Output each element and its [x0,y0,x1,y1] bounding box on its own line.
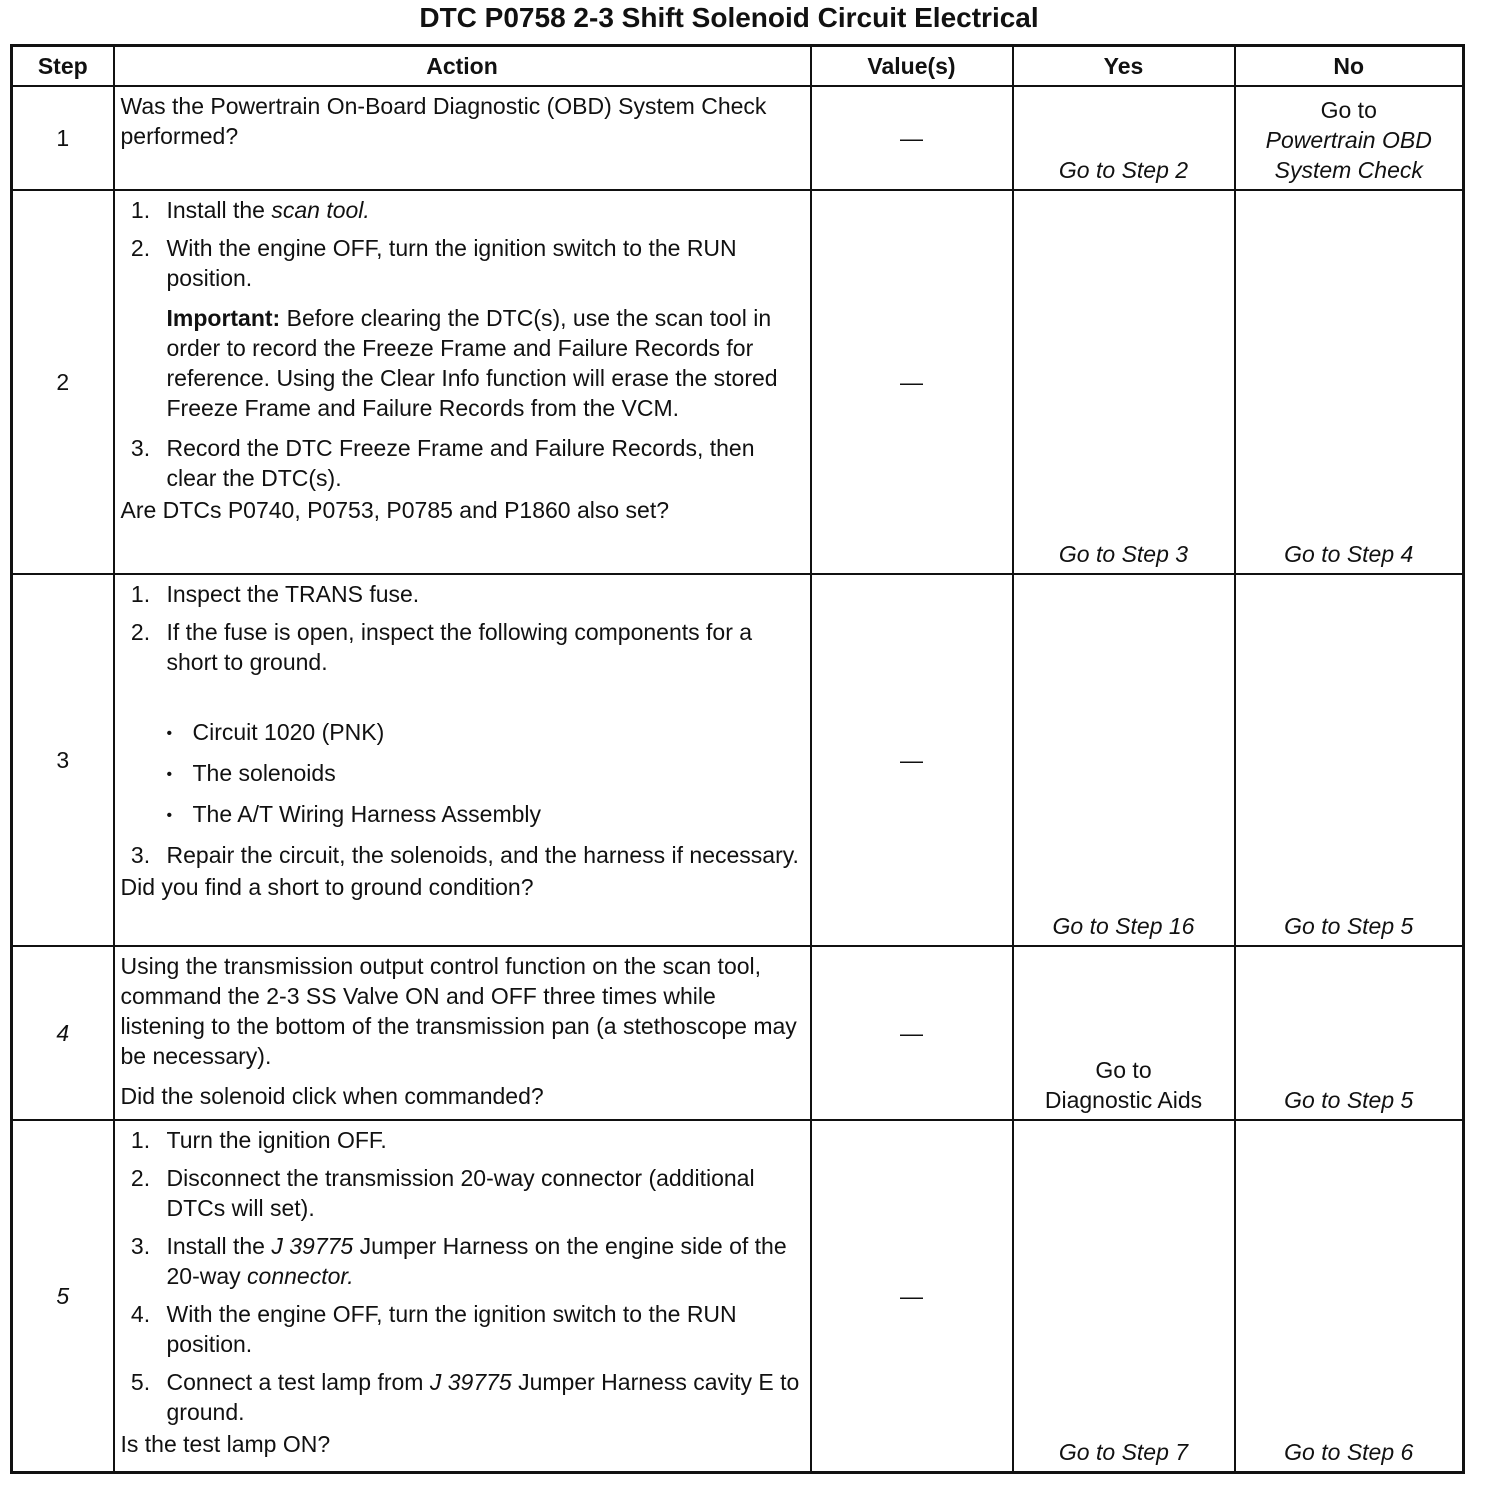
action-cell [114,946,811,1120]
go-to-step-link[interactable]: Go to Step 6 [1284,1438,1414,1465]
go-to-prefix: Go to [1320,97,1377,123]
no-cell [1235,574,1464,946]
step-number: 3 [12,574,114,946]
important-label: Important: [166,305,281,331]
no-cell [1235,1120,1464,1472]
go-to-step-link[interactable]: Go to Step 5 [1284,913,1414,939]
question: Did you find a short to ground condition? [120,873,534,900]
table-row [12,574,1464,946]
go-to-step-link[interactable]: Go to Step 3 [1058,541,1189,567]
action-cell [114,86,811,190]
go-to-step-link[interactable]: Go to Step 4 [1284,541,1414,567]
action-step: 5. Connect a test lamp from J 39775 Jumper Harness cavity E to ground. [157,1367,804,1427]
value-cell: — [811,1120,1013,1472]
action-text: Was the Powertrain On-Board Diagnostic (OBD) System Check performed? [120,93,767,149]
action-cell [114,190,811,574]
page-title: DTC P0758 2-3 Shift Solenoid Circuit Electrical [419,2,1039,33]
action-steps [121,195,804,493]
table-row [12,1120,1464,1472]
yes-cell [1013,574,1235,946]
action-step: 2. With the engine OFF, turn the ignition switch to the RUN position. Important: Before clearing the DTC(s), use the scan tool in order to record the Freeze Frame and Failure Records for reference. Using the Clear Info function will erase the stored Freeze Frame and Failure Records from the VCM. [157,233,804,423]
diagnostic-aids-link[interactable]: Diagnostic Aids [1044,1087,1203,1113]
no-cell [1235,86,1464,190]
action-step: 1. Install the scan tool. [157,195,804,225]
value-cell: — [811,190,1013,574]
action-cell [114,574,811,946]
list-item: • Circuit 1020 (PNK) [167,717,804,749]
go-to-step-link[interactable]: Go to Step 16 [1052,913,1195,939]
list-item: • The A/T Wiring Harness Assembly [167,799,804,831]
table-header-row [12,46,1464,87]
go-to-step-link[interactable]: Go to Step 2 [1058,157,1189,183]
step-number: 4 [12,946,114,1120]
value-cell: — [811,574,1013,946]
header-value: Value(s) [811,46,1013,87]
action-step: 4. With the engine OFF, turn the ignition switch to the RUN position. [157,1299,804,1359]
action-steps [121,1125,804,1427]
value-cell: — [811,946,1013,1120]
header-action: Action [114,46,811,87]
header-no: No [1235,46,1464,87]
table-row [12,190,1464,574]
question: Did the solenoid click when commanded? [120,1083,544,1109]
action-step: 2. Disconnect the transmission 20-way connector (additional DTCs will set). [157,1163,804,1223]
table-row [12,946,1464,1120]
important-note: Important: Before clearing the DTC(s), use the scan tool in order to record the Freeze Frame and Failure Records for reference. Using the Clear Info function will erase the stored Freeze Frame and Failure Records from the VCM. [166,305,778,421]
value-cell: — [811,86,1013,190]
action-text: Using the transmission output control function on the scan tool, command the 2-3 SS Valve ON and OFF three times while listening to the bottom of the transmission pan (a stethoscope may be necessary). [120,953,797,1069]
yes-cell [1013,946,1235,1120]
action-step: 3. Record the DTC Freeze Frame and Failure Records, then clear the DTC(s). [157,433,804,493]
step-number: 2 [12,190,114,574]
no-cell [1235,190,1464,574]
action-step: 3. Repair the circuit, the solenoids, and the harness if necessary. [157,840,804,870]
no-cell [1235,946,1464,1120]
list-item: • The solenoids [167,758,804,790]
yes-cell [1013,190,1235,574]
yes-cell [1013,86,1235,190]
action-step: 1. Inspect the TRANS fuse. [157,579,804,609]
action-step: 3. Install the J 39775 Jumper Harness on the engine side of the 20-way connector. [157,1231,804,1291]
action-step: 2. If the fuse is open, inspect the following components for a short to ground. • Circuit 1020 (PNK) • The solenoids • The A/T Wiring Harness Assembly [157,617,804,831]
go-to-step-link[interactable]: Go to Step 5 [1284,1087,1414,1113]
diagnostic-table [10,44,1465,1474]
step-number: 5 [12,1120,114,1472]
table-row [12,86,1464,190]
obd-system-check-link[interactable]: Powertrain OBD System Check [1265,127,1432,183]
header-step: Step [12,46,114,87]
action-cell [114,1120,811,1472]
step-number: 1 [12,86,114,190]
question: Is the test lamp ON? [120,1431,331,1457]
go-to-prefix: Go to [1095,1057,1152,1083]
component-list [167,717,804,831]
question: Are DTCs P0740, P0753, P0785 and P1860 also set? [120,497,670,523]
action-steps [121,579,804,870]
header-yes: Yes [1013,46,1235,87]
go-to-step-link[interactable]: Go to Step 7 [1058,1438,1189,1465]
action-step: 1. Turn the ignition OFF. [157,1125,804,1155]
yes-cell [1013,1120,1235,1472]
